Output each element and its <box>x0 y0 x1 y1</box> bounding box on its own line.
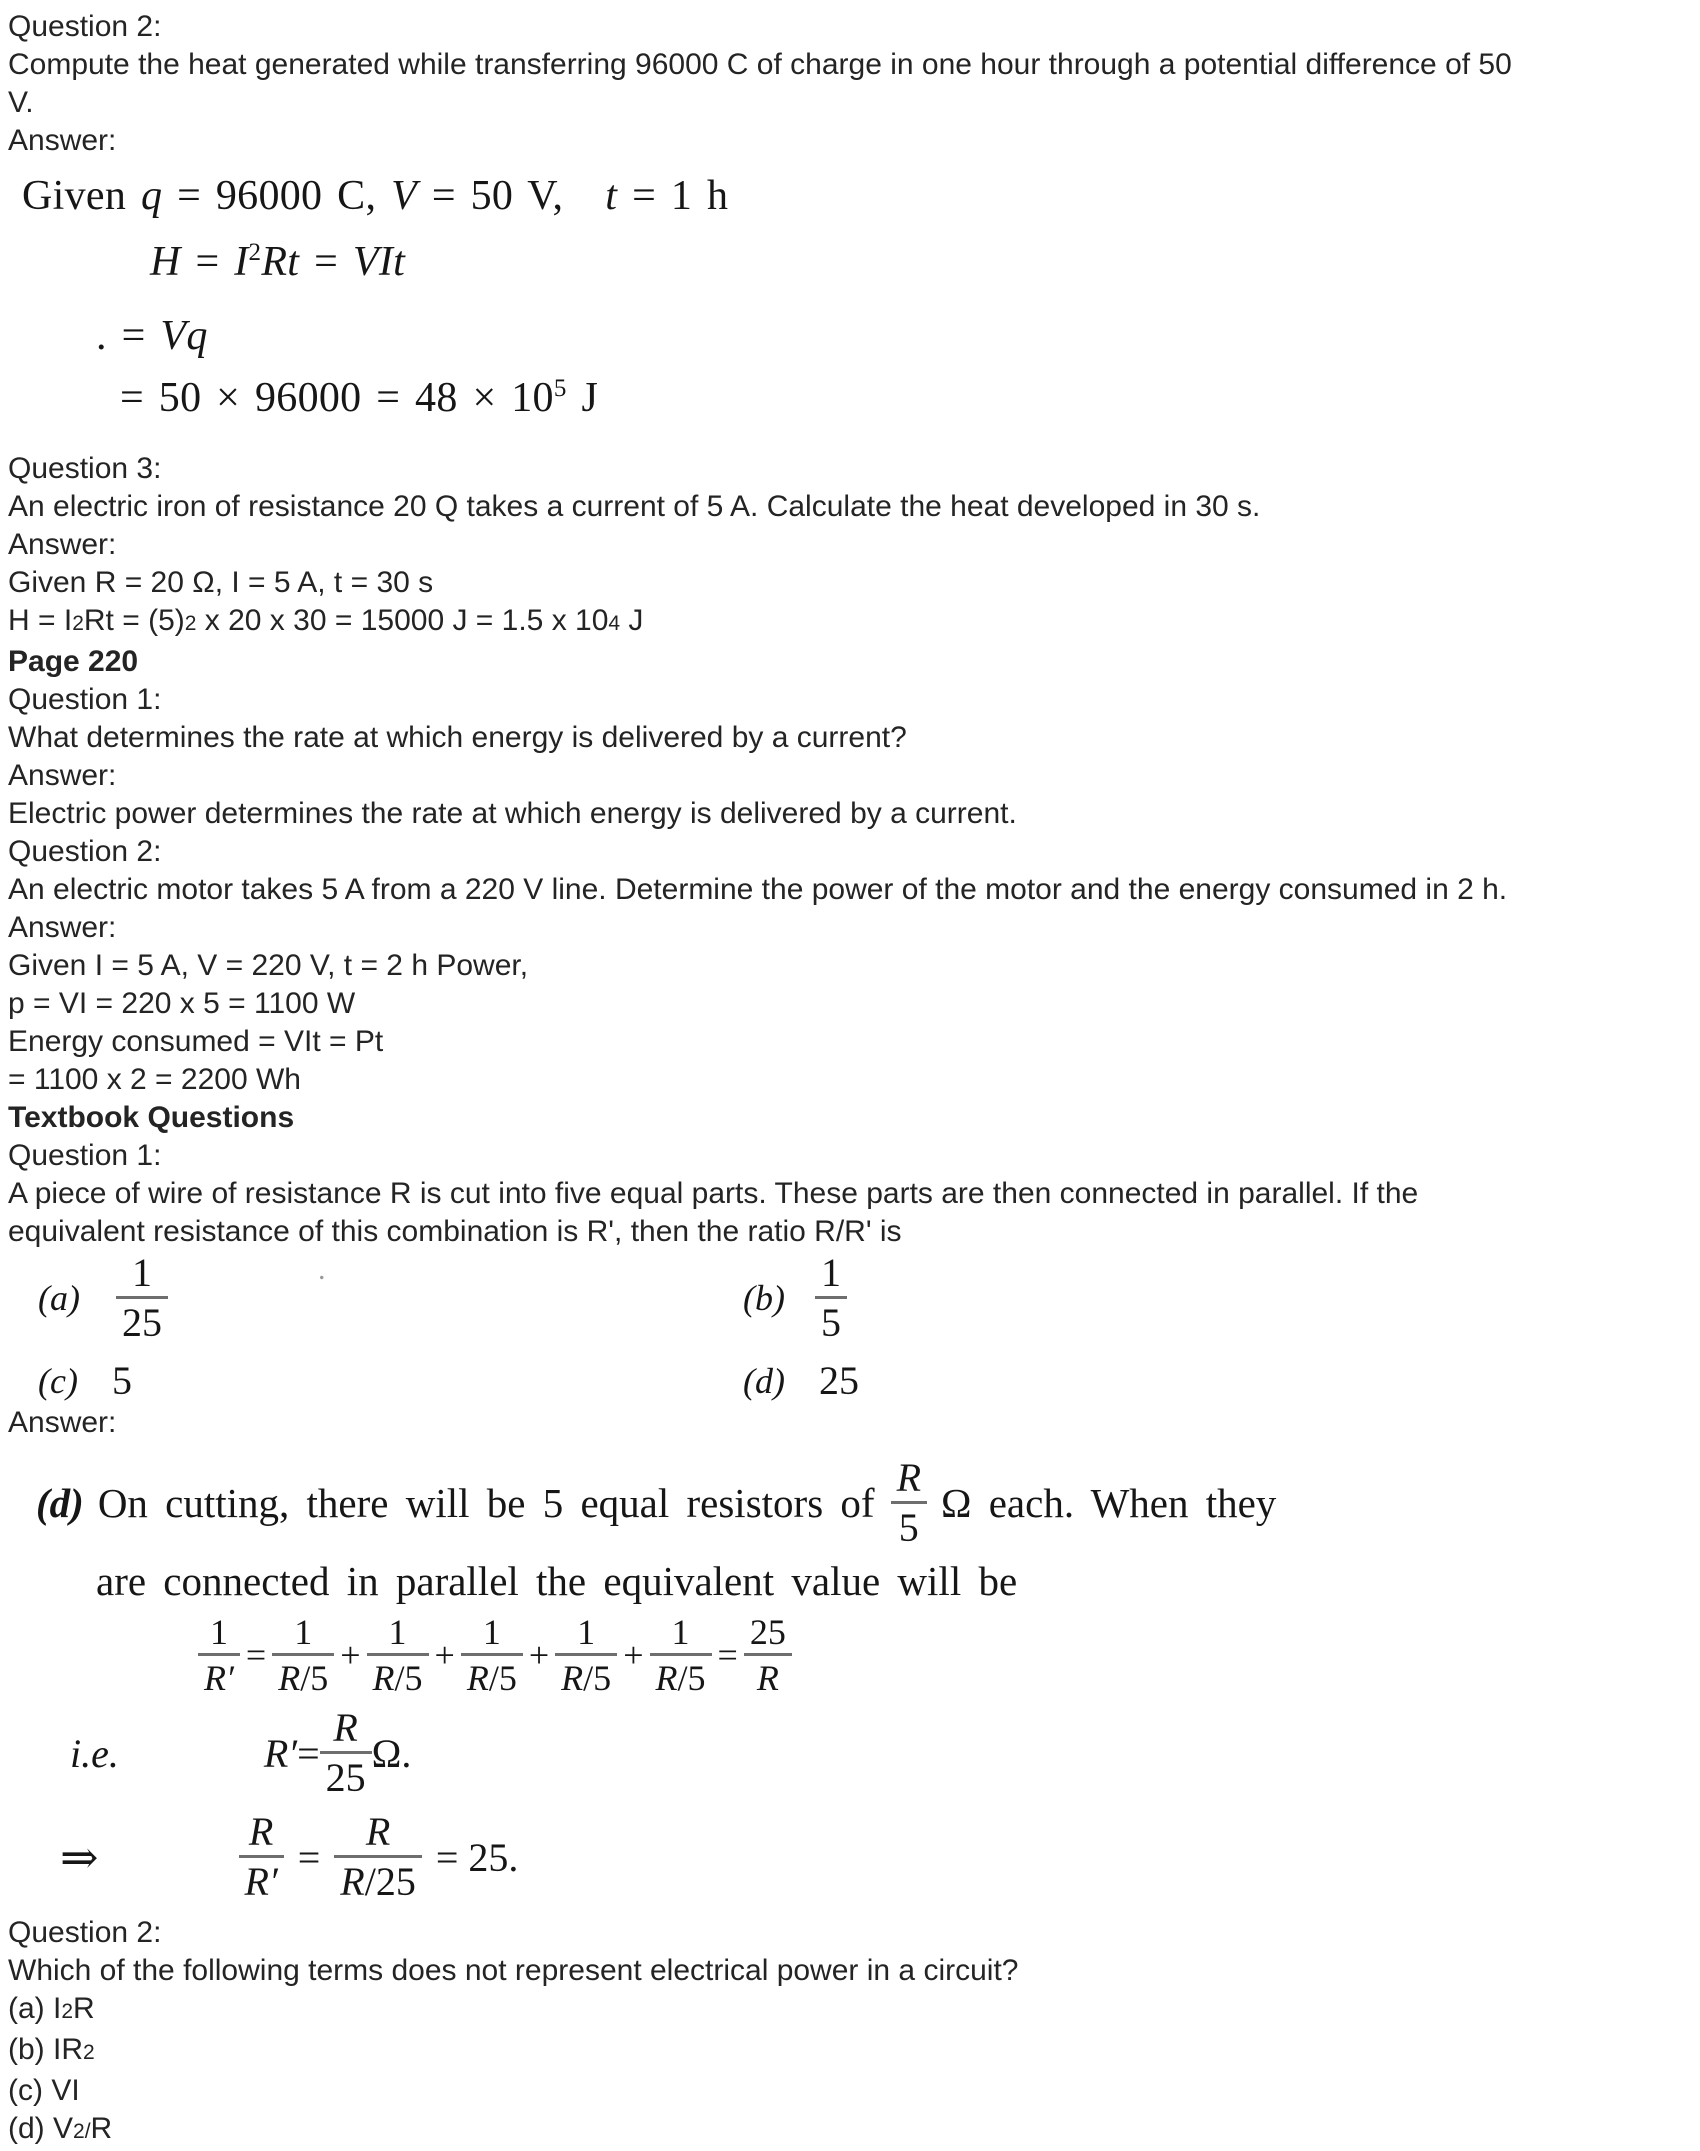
option-row <box>8 1250 1700 1345</box>
fraction-numerator: 1 <box>209 1612 228 1652</box>
option-d-label: (d) <box>743 1360 785 1401</box>
equals-sign: = <box>717 1635 738 1675</box>
math-text: = 50 × 96000 = 48 × 10 <box>120 375 554 421</box>
question-text-line: An electric iron of resistance 20 Q takes a current of 5 A. Calculate the heat developed in 30 s. <box>8 490 1261 523</box>
solution-line-2: are connected in parallel the equivalent value will be <box>96 1558 1018 1604</box>
math-text: /5 <box>394 1658 423 1698</box>
math-var: R <box>278 1658 301 1698</box>
option-a-fraction <box>116 1250 168 1345</box>
fraction-denominator <box>555 1653 617 1696</box>
fraction-numerator: R <box>896 1455 921 1500</box>
plus-sign: + <box>528 1635 550 1675</box>
math-text: = 50 V, <box>417 173 564 219</box>
math-line-given <box>22 174 1700 218</box>
math-var: Vq <box>160 313 208 359</box>
math-text: /5 <box>488 1658 517 1698</box>
question-heading: Question 2: <box>8 10 162 43</box>
math-superscript: 5 <box>553 375 567 402</box>
math-superscript: 2 <box>248 239 262 266</box>
math-var: I <box>234 239 249 285</box>
math-text: /5 <box>677 1658 706 1698</box>
math-var: R <box>655 1658 678 1698</box>
fraction-numerator: 1 <box>131 1250 152 1295</box>
ie-label: i.e. <box>70 1730 119 1776</box>
result-text: = 25. <box>435 1834 519 1880</box>
math-var: Rt <box>261 239 300 285</box>
solution-text: On cutting, there will be 5 equal resistors of <box>97 1480 875 1526</box>
fraction-term <box>555 1614 617 1696</box>
option-line-a <box>8 1990 1700 2031</box>
fraction-denominator <box>334 1855 422 1902</box>
fraction-denominator: 25 <box>320 1751 372 1798</box>
ie-equation <box>263 1705 412 1800</box>
question-heading: Question 1: <box>8 1139 162 1172</box>
fraction-denominator <box>272 1653 334 1696</box>
math-text: /5 <box>300 1658 329 1698</box>
math-text: = <box>297 1730 320 1776</box>
fraction-term <box>272 1614 334 1696</box>
fraction-denominator: 25 <box>116 1296 168 1343</box>
option-b <box>743 1250 847 1345</box>
answer-calc-line <box>8 602 1700 643</box>
option-subscript: 2 <box>61 2000 74 2023</box>
fraction-lhs <box>198 1614 240 1696</box>
option-text: (a) I <box>8 1992 62 2025</box>
answer-label: Answer: <box>8 759 117 792</box>
math-line-formula <box>150 240 1700 290</box>
option-text: (b) IR <box>8 2033 83 2066</box>
solution-line-1 <box>36 1455 1700 1550</box>
section-heading: Textbook Questions <box>8 1101 295 1134</box>
fraction-denominator <box>650 1653 712 1696</box>
answer-label: Answer: <box>8 1406 117 1439</box>
question-heading: Question 2: <box>8 1916 162 1949</box>
fraction-denominator: 5 <box>815 1296 847 1343</box>
fraction-denominator: R′ <box>239 1855 284 1902</box>
option-a-label: (a) <box>38 1278 80 1318</box>
question-text-line: Compute the heat generated while transferring 96000 C of charge in one hour through a potential difference of 50 <box>8 48 1512 81</box>
solution-ie-row <box>70 1705 1700 1800</box>
fraction-numerator: R <box>333 1705 358 1750</box>
question-heading: Question 2: <box>8 835 162 868</box>
option-line-c: (c) VI <box>8 2074 80 2107</box>
fraction-r25 <box>320 1705 372 1800</box>
fraction-denominator <box>367 1653 429 1696</box>
scanned-options-block <box>8 1250 1700 1404</box>
math-text: /5 <box>583 1658 612 1698</box>
math-var: R <box>466 1658 489 1698</box>
fraction-r-over-r25 <box>334 1809 422 1904</box>
math-var: q <box>140 173 163 219</box>
implies-arrow: ⇒ <box>60 1832 99 1883</box>
fraction-numerator: 25 <box>749 1612 786 1652</box>
option-b-label: (b) <box>743 1278 785 1318</box>
math-var: R <box>561 1658 584 1698</box>
math-line-result <box>120 376 1700 426</box>
question-heading: Question 1: <box>8 683 162 716</box>
fraction-denominator <box>461 1653 523 1696</box>
question-text-line: Which of the following terms does not represent electrical power in a circuit? <box>8 1954 1019 1987</box>
math-var: VIt <box>352 239 406 285</box>
fraction-r-rprime <box>239 1809 284 1904</box>
option-text: (d) V <box>8 2112 74 2145</box>
equals-sign: = <box>245 1635 267 1675</box>
calc-subscript: 2 <box>184 612 197 635</box>
math-var: R <box>372 1658 395 1698</box>
math-text: = 1 h <box>617 173 729 219</box>
calc-text: Rt = (5) <box>83 604 185 637</box>
fraction-numerator: 1 <box>482 1612 501 1652</box>
math-text: Given <box>22 173 141 219</box>
fraction-numerator: 1 <box>577 1612 596 1652</box>
question-text-line: An electric motor takes 5 A from a 220 V line. Determine the power of the motor and the energy consumed in 2 h. <box>8 873 1508 906</box>
inline-fraction-r5 <box>891 1455 927 1550</box>
answer-label: Answer: <box>8 911 117 944</box>
math-var: V <box>391 173 418 219</box>
option-a <box>38 1250 708 1345</box>
fraction-numerator: R <box>365 1809 391 1854</box>
question-text-line: What determines the rate at which energy is delivered by a current? <box>8 721 907 754</box>
option-line-d <box>8 2110 1700 2151</box>
math-line-vq <box>96 314 1700 358</box>
arrow-equation <box>239 1809 533 1904</box>
math-var: R′ <box>263 1730 298 1776</box>
fraction-numerator: 1 <box>671 1612 690 1652</box>
solution-text: Ω each. When they <box>941 1480 1277 1526</box>
equals-sign: = <box>297 1834 321 1880</box>
question-heading: Question 3: <box>8 452 162 485</box>
answer-text-line: p = VI = 220 x 5 = 1100 W <box>8 987 356 1020</box>
solution-equation-row <box>198 1614 1700 1696</box>
calc-text: x 20 x 30 = 15000 J = 1.5 x 10 <box>196 604 609 637</box>
option-subscript: 2 <box>83 2041 95 2064</box>
scanned-solution-block <box>8 1455 1700 1904</box>
question-text-line: V. <box>8 86 34 119</box>
question-text-line: equivalent resistance of this combination is R', then the ratio R/R' is <box>8 1215 902 1248</box>
answer-label: Answer: <box>8 528 117 561</box>
option-d <box>743 1357 859 1404</box>
calc-text: H = I <box>8 604 73 637</box>
math-text: /25 <box>364 1859 416 1904</box>
plus-sign: + <box>623 1635 644 1675</box>
calc-text: J <box>620 604 644 637</box>
option-c-value: 5 <box>111 1358 132 1403</box>
answer-text-line: = 1100 x 2 = 2200 Wh <box>8 1063 301 1096</box>
scan-artifact-dot: . <box>317 1253 326 1286</box>
math-text: = <box>299 239 353 285</box>
math-text: Ω. <box>371 1730 412 1776</box>
calc-subscript: 2 <box>72 612 84 635</box>
fraction-term <box>650 1614 712 1696</box>
math-var: H <box>150 239 181 285</box>
option-c-label: (c) <box>38 1360 78 1401</box>
page-section-heading: Page 220 <box>8 645 139 678</box>
fraction-numerator: 1 <box>388 1612 407 1652</box>
option-text: R <box>73 1992 95 2025</box>
calc-subscript: 4 <box>608 612 621 635</box>
answer-text-line: Given I = 5 A, V = 220 V, t = 2 h Power, <box>8 949 529 982</box>
option-c <box>38 1357 708 1404</box>
solution-option-label: (d) <box>36 1480 84 1526</box>
option-b-fraction <box>815 1250 847 1345</box>
answer-text-line: Energy consumed = VIt = Pt <box>8 1025 384 1058</box>
answer-label: Answer: <box>8 124 117 157</box>
option-text: R <box>90 2112 113 2145</box>
math-dot: . <box>96 313 107 359</box>
answer-text-line: Electric power determines the rate at which energy is delivered by a current. <box>8 797 1017 830</box>
math-text: = <box>180 239 235 285</box>
plus-sign: + <box>434 1635 455 1675</box>
option-row <box>8 1357 1700 1404</box>
math-text: = 96000 C, <box>162 173 392 219</box>
fraction-denominator: R <box>744 1653 792 1696</box>
scanned-math-block-heat <box>8 174 1700 426</box>
solution-arrow-row <box>60 1809 1700 1904</box>
fraction-numerator: R <box>248 1809 274 1854</box>
fraction-term <box>461 1614 523 1696</box>
fraction-numerator: 1 <box>820 1250 841 1295</box>
fraction-numerator: 1 <box>294 1612 313 1652</box>
option-subscript: 2/ <box>73 2120 91 2143</box>
plus-sign: + <box>340 1635 361 1675</box>
fraction-denominator: 5 <box>891 1501 927 1548</box>
fraction-denominator: R′ <box>198 1653 240 1696</box>
fraction-rhs <box>744 1614 792 1696</box>
math-text: J <box>566 375 599 421</box>
math-var: R <box>340 1859 365 1904</box>
math-var: t <box>605 173 618 219</box>
math-text: = <box>121 313 161 359</box>
option-d-value: 25 <box>818 1358 859 1403</box>
option-line-b <box>8 2031 1700 2072</box>
fraction-term <box>367 1614 429 1696</box>
question-text-line: A piece of wire of resistance R is cut into five equal parts. These parts are then connected in parallel. If the <box>8 1177 1419 1210</box>
answer-text-line: Given R = 20 Ω, I = 5 A, t = 30 s <box>8 566 434 599</box>
